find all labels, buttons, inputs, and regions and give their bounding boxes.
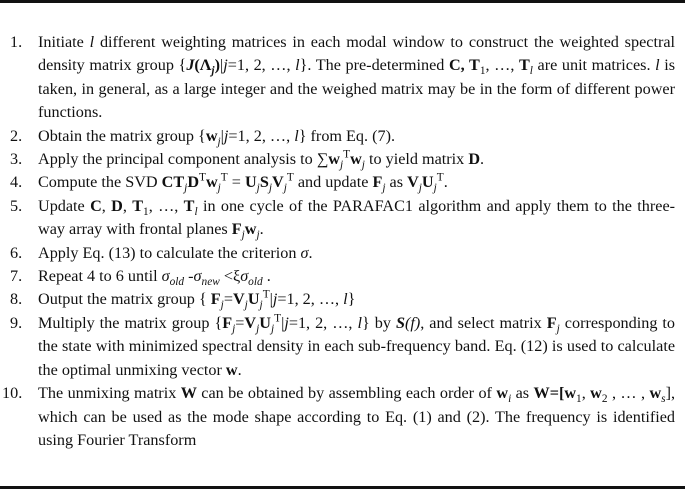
step-text: Multiply the matrix group {$F_j=V_jU_j^T|j=1$, 2, …, l} by S(f), and select matrix $F_j$ corresponding to the state with minimized spectral density in each sub-frequency band. Eq. (12) is used to calculate the optimal unmixing vector w.: [38, 312, 676, 379]
step-number: 1.: [10, 33, 23, 51]
step-number: 4.: [10, 173, 23, 192]
table-top-rule: [0, 0, 685, 3]
step-number: 7.: [10, 267, 23, 286]
step-text: Compute the SVD $CT_jD^Tw_j^T = U_jS_jV_j^T$ and update $F_j$ as $V_jU_j^T$.: [38, 172, 448, 195]
step-text: Repeat 4 to 6 until $\sigma_{old}$ $-\sigma_{new} <\xi\sigma_{old}$ .: [38, 267, 271, 289]
step-number: 8.: [10, 290, 23, 309]
step-text: Initiate l different weighting matrices in each modal window to construct the weighted spectral density matrix group {$J(\Lambda_j)|j=1$, 2, …, l}. The pre-determined C, $T_1$, …, $T_l$ are unit matrices. l is taken, in general, as a large integer and the weighed matrix may be in the form of different power functions.: [38, 33, 676, 122]
step-10: [0, 382, 685, 452]
step-5: [0, 195, 685, 242]
step-1: [0, 31, 685, 125]
step-7: [0, 265, 685, 288]
step-text: Apply Eq. (13) to calculate the criterion σ.: [38, 243, 313, 262]
step-number: 3.: [10, 150, 23, 169]
step-text: Update C, D, $T_1$, …, $T_l$ in one cycle of the PARAFAC1 algorithm and apply them to the three-way array with frontal planes $F_jw_j$.: [38, 196, 676, 242]
step-6: [0, 242, 685, 265]
step-text: Output the matrix group { $F_j=V_jU_j^T|j=1$, 2, …, l}: [38, 289, 356, 312]
step-number: 2.: [10, 126, 23, 145]
step-number: 6.: [10, 243, 23, 262]
step-2: [0, 125, 685, 148]
algorithm-steps-list: [0, 31, 685, 452]
step-8: [0, 288, 685, 311]
step-4: [0, 171, 685, 194]
step-3: [0, 148, 685, 171]
step-text: Obtain the matrix group {$w_j|j=1$, 2, …, l} from Eq. (7).: [38, 126, 396, 148]
step-number: 9.: [10, 313, 23, 332]
table-bottom-rule: [0, 486, 685, 489]
step-9: [0, 312, 685, 382]
step-number: 10.: [2, 384, 23, 403]
step-number: 5.: [10, 196, 23, 215]
step-text: Apply the principal component analysis to $\sum w_j^Tw_j$ to yield matrix D.: [38, 148, 485, 172]
step-text: The unmixing matrix W can be obtained by assembling each order of $w_i$ as $W=[w_1$, $w_2$ , … , $w_s$], which can be used as the mode shape according to Eq. (1) and (2). The frequency is identified using Fourier Transform: [38, 384, 676, 449]
